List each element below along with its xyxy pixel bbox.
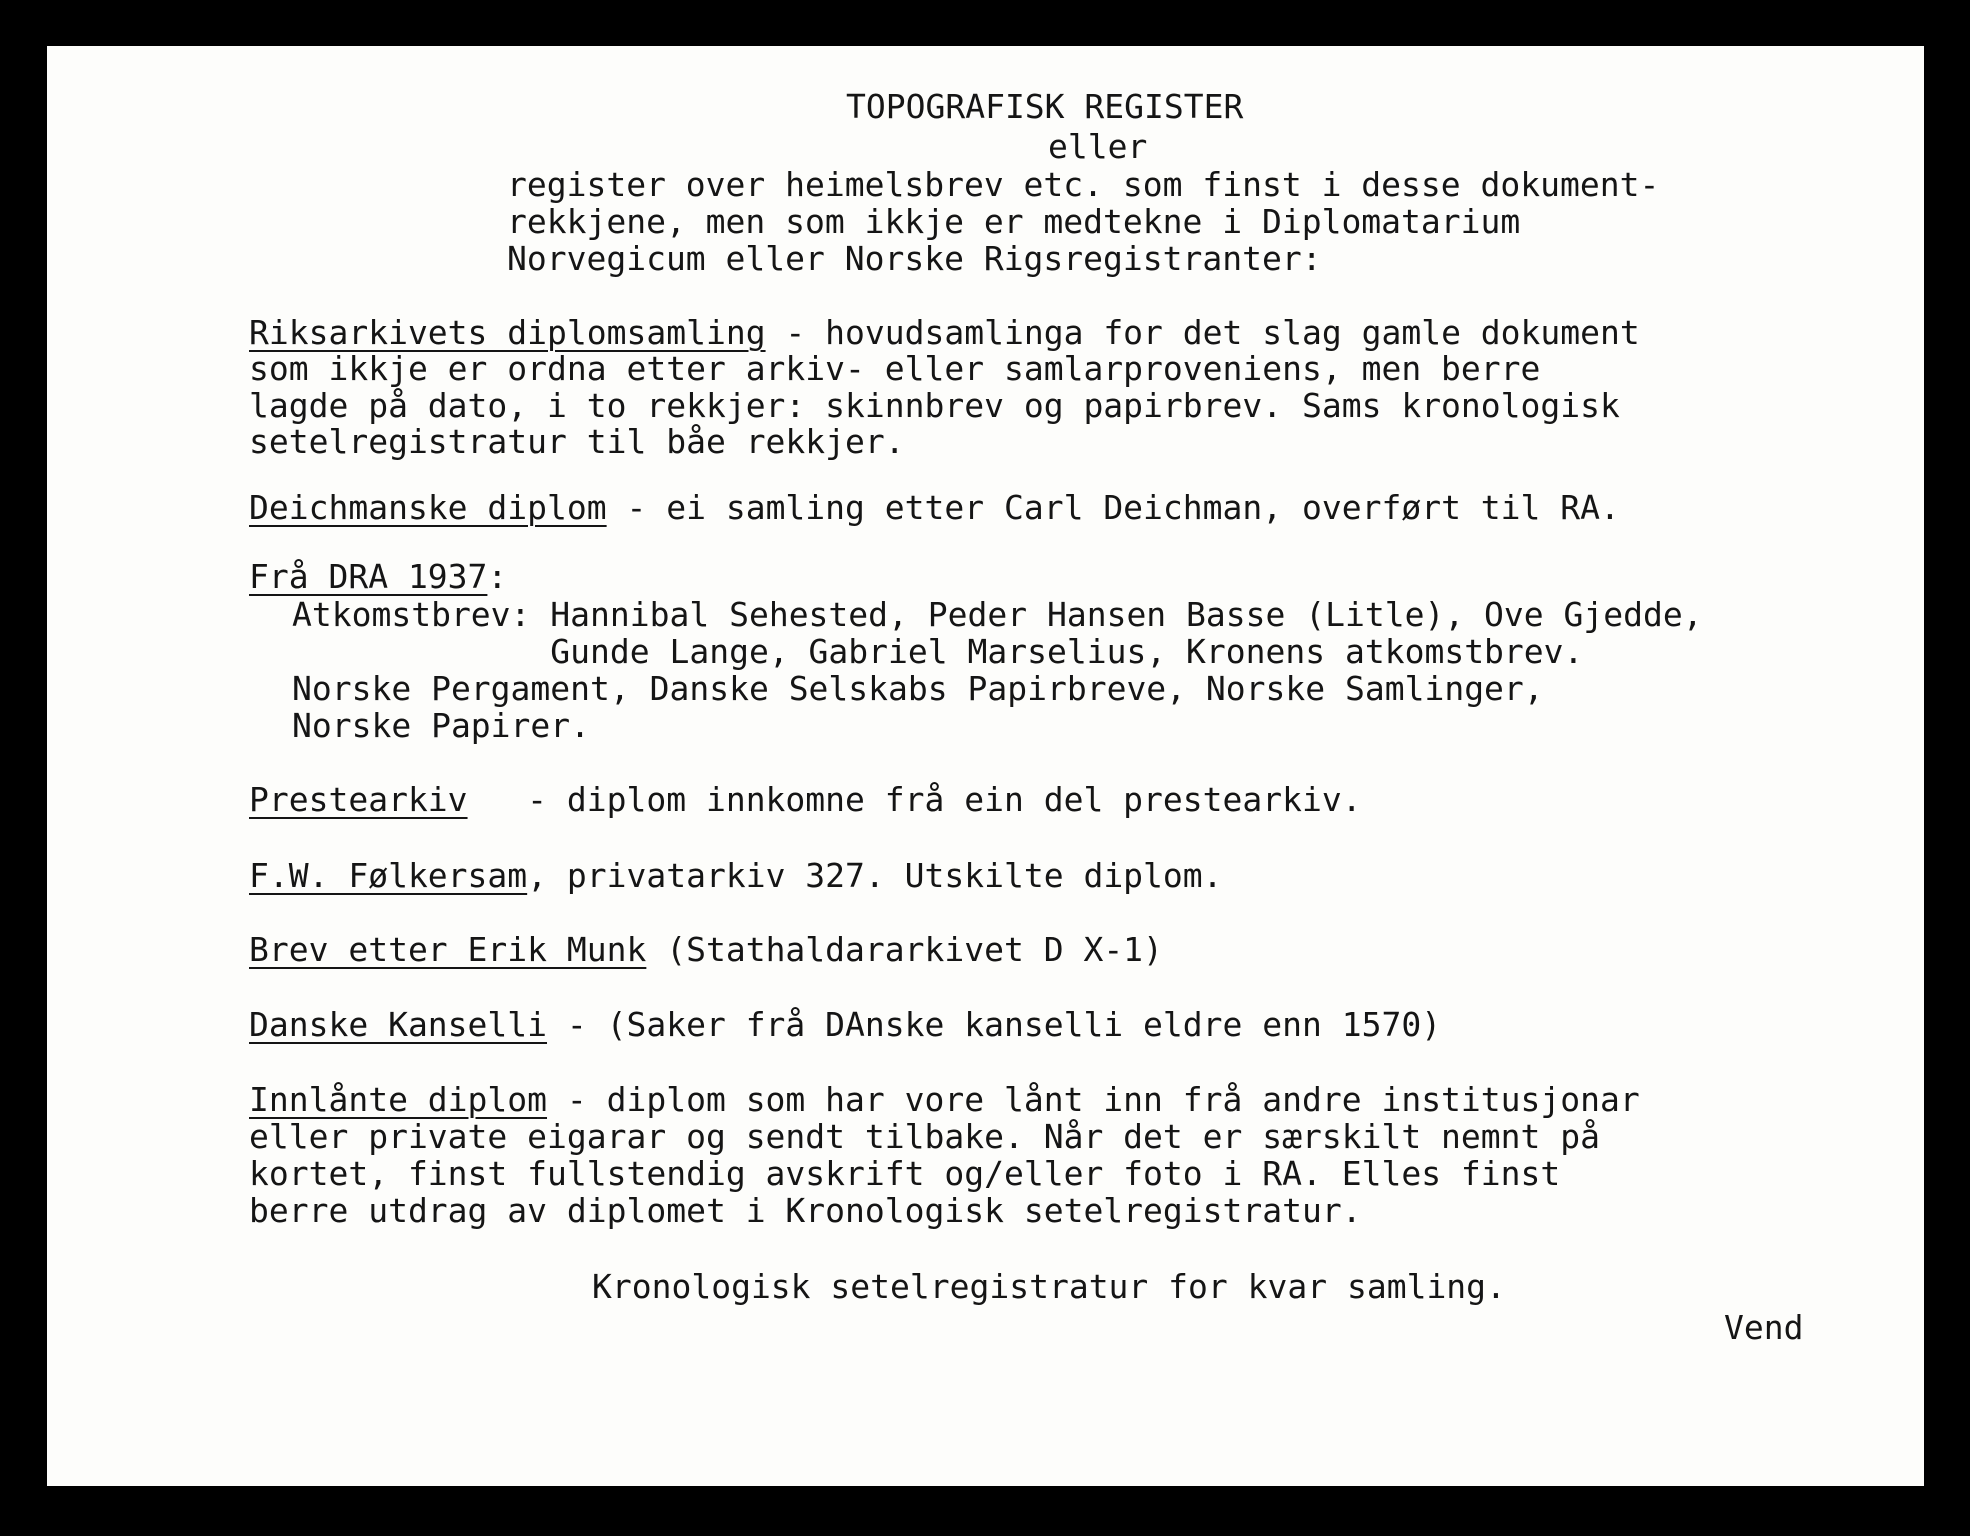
section-text: Atkomstbrev: Hannibal Sehested, Peder Hansen Basse (Litle), Ove Gjedde,: [292, 595, 1703, 634]
section-dra-heading-line: Frå DRA 1937:: [249, 557, 508, 596]
section-text: - diplom innkomne frå ein del prestearkiv.: [467, 780, 1362, 819]
section-text: Gunde Lange, Gabriel Marselius, Kronens atkomstbrev.: [292, 632, 1584, 671]
section-text: Norske Pergament, Danske Selskabs Papirbreve, Norske Samlinger,: [292, 669, 1544, 708]
section-innlante-first-line: [249, 1081, 1640, 1118]
card-title-sub: eller: [1048, 127, 1148, 166]
section-text: eller private eigarar og sendt tilbake. Når det er særskilt nemnt på: [249, 1117, 1601, 1156]
footer-note: Kronologisk setelregistratur for kvar samling.: [592, 1267, 1506, 1306]
section-text: - ei samling etter Carl Deichman, overført til RA.: [606, 488, 1620, 527]
section-text: kortet, finst fullstendig avskrift og/eller foto i RA. Elles finst: [249, 1154, 1561, 1193]
section-text: - (Saker frå DAnske kanselli eldre enn 1570): [547, 1005, 1442, 1044]
section-text: Norske Papirer.: [292, 706, 591, 745]
section-text: (Stathaldararkivet D X-1): [646, 930, 1163, 969]
section-text: setelregistratur til båe rekkjer.: [249, 422, 905, 461]
section-prestearkiv-line: [249, 781, 1362, 818]
section-text: , privatarkiv 327. Utskilte diplom.: [527, 856, 1223, 895]
intro-line: rekkjene, men som ikkje er medtekne i Diplomatarium: [507, 202, 1521, 241]
intro-line: register over heimelsbrev etc. som finst i desse dokument-: [507, 165, 1660, 204]
section-heading-deichman: Deichmanske diplom: [249, 488, 607, 527]
section-heading-innlante: Innlånte diplom: [249, 1080, 548, 1119]
archive-index-card: [47, 46, 1924, 1486]
section-heading-dra: Frå DRA 1937: [249, 557, 488, 596]
section-kanselli-line: [249, 1006, 1441, 1043]
section-text: - hovudsamlinga for det slag gamle dokument: [765, 313, 1640, 352]
section-text: lagde på dato, i to rekkjer: skinnbrev og papirbrev. Sams kronologisk: [249, 386, 1620, 425]
card-title: TOPOGRAFISK REGISTER: [846, 87, 1244, 126]
section-heading-erik-munk: Brev etter Erik Munk: [249, 930, 647, 969]
section-heading-kanselli: Danske Kanselli: [249, 1005, 548, 1044]
section-erik-munk-line: [249, 931, 1163, 968]
section-riksarkiv-first-line: [249, 314, 1640, 351]
turn-over-label: Vend: [1724, 1308, 1804, 1347]
section-folkersam-line: [249, 857, 1223, 894]
section-heading-prestearkiv: Prestearkiv: [249, 780, 468, 819]
section-text: - diplom som har vore lånt inn frå andre institusjonar: [547, 1080, 1640, 1119]
section-text: som ikkje er ordna etter arkiv- eller samlarproveniens, men berre: [249, 349, 1541, 388]
section-text: berre utdrag av diplomet i Kronologisk setelregistratur.: [249, 1191, 1362, 1230]
section-deichman-line: [249, 489, 1620, 526]
section-heading-riksarkiv: Riksarkivets diplomsamling: [249, 313, 766, 352]
intro-line: Norvegicum eller Norske Rigsregistranter:: [507, 239, 1322, 278]
section-heading-folkersam: F.W. Følkersam: [249, 856, 528, 895]
